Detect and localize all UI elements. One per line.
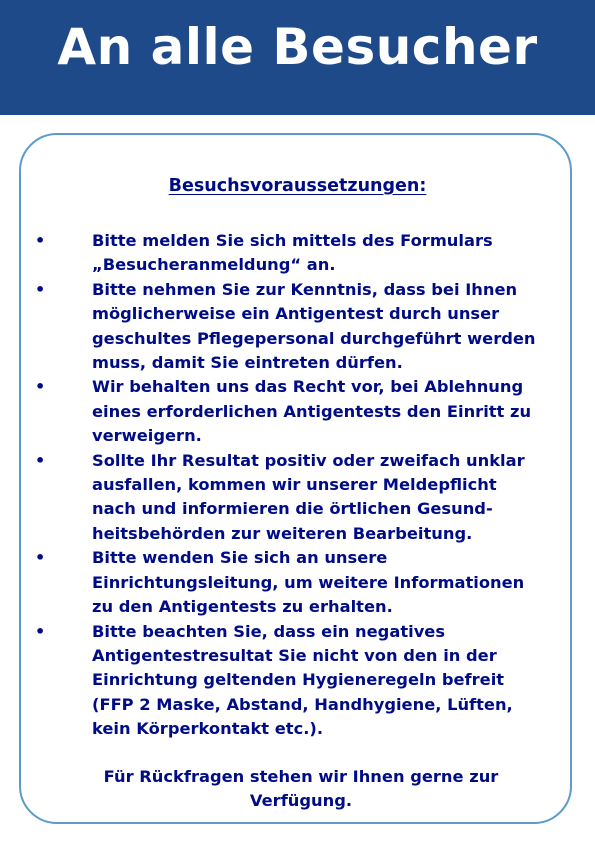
page-title: An alle Besucher <box>57 18 538 76</box>
list-item <box>32 546 572 619</box>
list-item <box>32 278 572 376</box>
bullet-icon: • <box>35 621 46 641</box>
bullet-icon: • <box>35 548 46 568</box>
list-item-text: Sollte Ihr Resultat positiv oder zweifach unklar ausfallen, kommen wir unserer Meldepflicht nach und informieren die örtlichen Gesund- heitsbehörden zur weiteren Bearbeitung. <box>92 450 525 543</box>
bullet-icon: • <box>35 279 46 299</box>
section-heading: Besuchsvoraussetzungen: <box>168 176 427 196</box>
list-item-text: Bitte wenden Sie sich an unsere Einrichtungsleitung, um weitere Informationen zu den Antigentests zu erhalten. <box>92 548 525 617</box>
list-item-text: Bitte nehmen Sie zur Kenntnis, dass bei Ihnen möglicherweise ein Antigentest durch unser geschultes Pflegepersonal durchgeführt werden muss, damit Sie eintreten dürfen. <box>92 279 536 373</box>
list-item-text: Bitte beachten Sie, dass ein negatives Antigentestresultat Sie nicht von den in der Einrichtung geltenden Hygieneregeln befreit (FFP 2 Maske, Abstand, Handhygiene, Lüften, kein Körperkontakt etc.). <box>92 621 513 739</box>
bullet-icon: • <box>35 377 46 397</box>
list-item <box>32 620 572 742</box>
bullet-icon: • <box>35 450 46 470</box>
list-item <box>32 449 572 547</box>
requirements-list <box>32 229 572 742</box>
bullet-icon: • <box>35 231 46 250</box>
list-item <box>32 375 572 448</box>
list-item-text: Bitte melden Sie sich mittels des Formulars „Besucheranmeldung“ an. <box>92 231 493 275</box>
closing-note: Für Rückfragen stehen wir Ihnen gerne zur Verfügung. <box>103 767 499 811</box>
list-item-text: Wir behalten uns das Recht vor, bei Ablehnung eines erforderlichen Antigentests den Einritt zu verweigern. <box>92 377 532 446</box>
list-item <box>32 229 572 278</box>
